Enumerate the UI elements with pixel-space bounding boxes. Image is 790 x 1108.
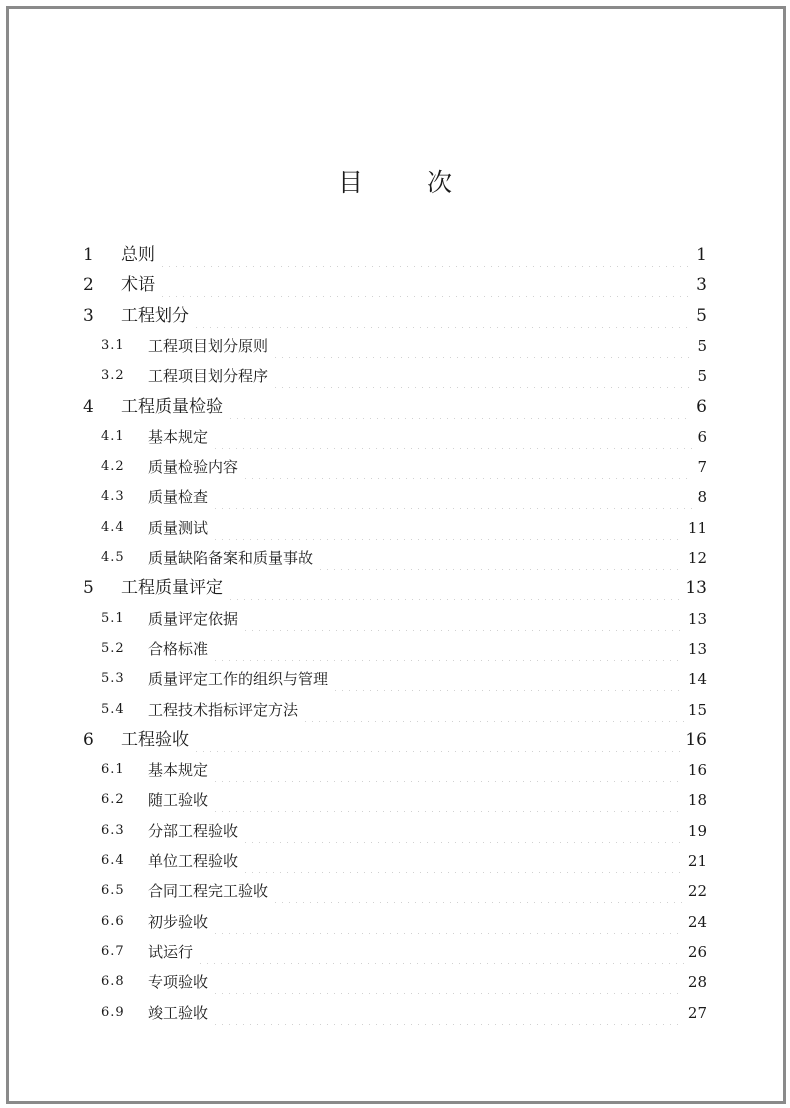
toc-entry	[101, 334, 707, 358]
toc-entry-page: 26	[687, 943, 707, 961]
page-title	[9, 163, 783, 199]
toc-entry-page: 13	[685, 578, 707, 598]
toc-entry-number: 4.1	[101, 429, 125, 444]
toc-entry-number: 5.4	[101, 702, 125, 717]
toc-entry	[101, 546, 707, 570]
toc-entry-label: 专项验收	[148, 973, 209, 991]
toc-entry-number: 2	[83, 275, 94, 295]
toc-entry-number: 6.5	[101, 883, 125, 898]
toc-entry-number: 6.9	[101, 1005, 125, 1020]
toc-entry-label: 单位工程验收	[148, 852, 239, 870]
toc-entry-label: 工程项目划分原则	[148, 337, 269, 355]
toc-entry	[83, 728, 707, 752]
dot-leader	[227, 395, 692, 419]
dot-leader	[193, 728, 681, 752]
toc-entry-label: 合格标准	[148, 640, 209, 658]
toc-entry-label: 总则	[121, 245, 155, 265]
dot-leader	[212, 758, 684, 782]
toc-entry-number: 3	[83, 306, 94, 326]
toc-entry-label: 工程质量评定	[121, 578, 223, 598]
toc-entry	[83, 273, 707, 297]
toc-entry-page: 15	[687, 701, 707, 719]
toc-entry-label: 分部工程验收	[148, 822, 239, 840]
dot-leader	[227, 576, 681, 600]
toc-entry-number: 6.2	[101, 792, 125, 807]
dot-leader	[272, 879, 684, 903]
toc-entry-label: 初步验收	[148, 913, 209, 931]
dot-leader	[193, 304, 692, 328]
dot-leader	[242, 607, 684, 631]
toc-entry-page: 13	[687, 640, 707, 658]
dot-leader	[242, 849, 684, 873]
toc-entry-number: 6.4	[101, 853, 125, 868]
toc-entry-label: 工程质量检验	[121, 397, 223, 417]
toc-entry	[101, 637, 707, 661]
toc-entry-page: 1	[696, 245, 707, 265]
toc-entry-page: 14	[687, 670, 707, 688]
dot-leader	[332, 667, 684, 691]
toc-entry-page: 7	[697, 458, 707, 476]
toc-entry	[101, 667, 707, 691]
toc-entry-page: 24	[687, 913, 707, 931]
toc-entry-page: 8	[697, 488, 707, 506]
toc-entry-number: 4.3	[101, 489, 125, 504]
dot-leader	[159, 243, 692, 267]
toc-entry-page: 13	[687, 610, 707, 628]
toc-entry	[101, 970, 707, 994]
toc-entry-label: 质量缺陷备案和质量事故	[148, 549, 314, 567]
toc-entry	[83, 243, 707, 267]
toc-entry-page: 27	[687, 1004, 707, 1022]
toc-entry	[101, 516, 707, 540]
toc-entry	[83, 395, 707, 419]
toc-entry-label: 基本规定	[148, 428, 209, 446]
toc-entry-label: 质量评定工作的组织与管理	[148, 670, 329, 688]
title-char-2: 次	[427, 168, 455, 197]
toc-entry	[101, 364, 707, 388]
toc-entry-label: 质量测试	[148, 519, 209, 537]
toc-entry-label: 工程项目划分程序	[148, 367, 269, 385]
toc-entry-number: 4.5	[101, 550, 125, 565]
toc-entry-label: 合同工程完工验收	[148, 882, 269, 900]
dot-leader	[302, 698, 684, 722]
toc-entry-page: 12	[687, 549, 707, 567]
toc-entry-label: 工程技术指标评定方法	[148, 701, 299, 719]
toc-entry-page: 28	[687, 973, 707, 991]
dot-leader	[317, 546, 684, 570]
toc-entry	[101, 1001, 707, 1025]
toc-entry	[83, 576, 707, 600]
dot-leader	[212, 425, 693, 449]
toc-entry-page: 11	[687, 519, 707, 537]
toc-entry-number: 3.1	[101, 338, 125, 353]
toc-entry-number: 5.1	[101, 611, 125, 626]
dot-leader	[272, 364, 693, 388]
toc-entry-number: 5	[83, 578, 94, 598]
toc-entry-number: 1	[83, 245, 94, 265]
toc-entry	[101, 819, 707, 843]
toc-entry	[101, 910, 707, 934]
toc-entry-number: 4.2	[101, 459, 125, 474]
toc-entry-label: 基本规定	[148, 761, 209, 779]
toc-entry-number: 6.3	[101, 823, 125, 838]
toc-entry-page: 5	[697, 367, 707, 385]
toc-entry-label: 质量评定依据	[148, 610, 239, 628]
dot-leader	[212, 910, 684, 934]
toc-entry-number: 4	[83, 397, 94, 417]
toc-entry	[101, 849, 707, 873]
toc-entry-label: 质量检查	[148, 488, 209, 506]
toc-entry-label: 术语	[121, 275, 155, 295]
dot-leader	[212, 485, 693, 509]
toc-entry-number: 5.3	[101, 671, 125, 686]
dot-leader	[272, 334, 693, 358]
dot-leader	[197, 940, 684, 964]
toc-entry-number: 6.8	[101, 974, 125, 989]
dot-leader	[212, 970, 684, 994]
toc-entry-label: 试运行	[148, 943, 194, 961]
toc-entry-number: 5.2	[101, 641, 125, 656]
toc-entry-page: 16	[687, 761, 707, 779]
toc-entry-number: 6.6	[101, 914, 125, 929]
dot-leader	[159, 273, 692, 297]
toc-entry-page: 22	[687, 882, 707, 900]
toc-entry	[101, 698, 707, 722]
toc-entry-page: 6	[696, 397, 707, 417]
toc-entry	[101, 455, 707, 479]
toc-entry-number: 6.1	[101, 762, 125, 777]
toc-entry-page: 21	[687, 852, 707, 870]
toc-entry	[101, 758, 707, 782]
toc-entry-label: 质量检验内容	[148, 458, 239, 476]
toc-entry	[101, 788, 707, 812]
dot-leader	[242, 819, 684, 843]
toc-entry	[101, 879, 707, 903]
dot-leader	[212, 637, 684, 661]
toc-entry	[101, 425, 707, 449]
toc-entry	[101, 940, 707, 964]
toc-entry-number: 6.7	[101, 944, 125, 959]
toc-entry-page: 3	[696, 275, 707, 295]
dot-leader	[212, 788, 684, 812]
toc-entry-number: 3.2	[101, 368, 125, 383]
toc-entry-page: 5	[697, 337, 707, 355]
toc-entry-number: 6	[83, 730, 94, 750]
toc-entry-label: 竣工验收	[148, 1004, 209, 1022]
dot-leader	[212, 1001, 684, 1025]
toc-entry-page: 18	[687, 791, 707, 809]
dot-leader	[242, 455, 693, 479]
toc-entry	[101, 607, 707, 631]
toc-entry-page: 19	[687, 822, 707, 840]
dot-leader	[212, 516, 684, 540]
toc-entry-label: 工程验收	[121, 730, 189, 750]
title-char-1: 目	[337, 168, 365, 197]
toc-entry-page: 6	[697, 428, 707, 446]
toc-entry-label: 随工验收	[148, 791, 209, 809]
toc-entry-label: 工程划分	[121, 306, 189, 326]
toc-entry-number: 4.4	[101, 520, 125, 535]
toc-entry-page: 5	[696, 306, 707, 326]
toc-entry	[101, 485, 707, 509]
page-frame	[6, 6, 786, 1104]
toc-entry-page: 16	[685, 730, 707, 750]
toc-entry	[83, 304, 707, 328]
